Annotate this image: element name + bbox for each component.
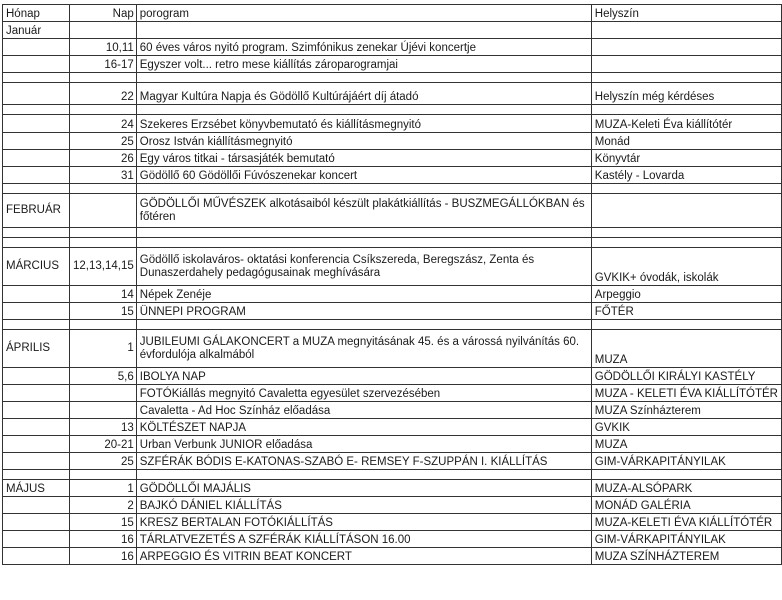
program-cell: ÜNNEPI PROGRAM <box>136 303 591 320</box>
day-cell: 26 <box>70 150 137 167</box>
program-cell: GÖDÖLLŐI MŰVÉSZEK alkotásaiból készült plakátkiállítás - BUSZMEGÁLLÓKBAN és főtéren <box>136 194 591 228</box>
place-cell: GIM-VÁRKAPITÁNYILAK <box>591 453 781 470</box>
place-cell <box>591 105 781 115</box>
table-row <box>3 286 782 303</box>
month-cell <box>3 286 70 303</box>
program-cell <box>136 22 591 39</box>
month-cell <box>3 497 70 514</box>
place-cell: GÖDÖLLŐI KIRÁLYI KASTÉLY <box>591 368 781 385</box>
header-day: Nap <box>70 5 137 22</box>
day-cell: 10,11 <box>70 39 137 56</box>
program-cell: Szekeres Erzsébet könyvbemutató és kiállításmegnyitó <box>136 115 591 133</box>
place-cell: MUZA-Keleti Éva kiállítótér <box>591 115 781 133</box>
day-cell: 2 <box>70 497 137 514</box>
program-cell: TÁRLATVEZETÉS A SZFÉRÁK KIÁLLÍTÁSON 16.00 <box>136 531 591 548</box>
day-cell: 22 <box>70 83 137 105</box>
place-cell: MUZA <box>591 330 781 368</box>
day-cell: 25 <box>70 133 137 150</box>
day-cell: 25 <box>70 453 137 470</box>
program-cell: JUBILEUMI GÁLAKONCERT a MUZA megnyitásának 45. és a várossá nyilvánítás 60. évfordulója alkalmából <box>136 330 591 368</box>
table-row <box>3 73 782 83</box>
day-cell <box>70 402 137 419</box>
program-cell <box>136 73 591 83</box>
program-cell: Orosz István kiállításmegnyitó <box>136 133 591 150</box>
header-program: porogram <box>136 5 591 22</box>
table-row <box>3 436 782 453</box>
day-cell: 16 <box>70 548 137 565</box>
day-cell <box>70 73 137 83</box>
month-cell <box>3 514 70 531</box>
place-cell: MONÁD GALÉRIA <box>591 497 781 514</box>
program-table <box>2 4 782 565</box>
place-cell: Arpeggio <box>591 286 781 303</box>
program-cell: Egy város titkai - társasjáték bemutató <box>136 150 591 167</box>
table-row <box>3 194 782 228</box>
month-cell <box>3 105 70 115</box>
day-cell: 24 <box>70 115 137 133</box>
program-cell: ARPEGGIO ÉS VITRIN BEAT KONCERT <box>136 548 591 565</box>
table-row <box>3 22 782 39</box>
header-month: Hónap <box>3 5 70 22</box>
program-cell: IBOLYA NAP <box>136 368 591 385</box>
program-cell: Népek Zenéje <box>136 286 591 303</box>
program-cell: KRESZ BERTALAN FOTÓKIÁLLÍTÁS <box>136 514 591 531</box>
month-cell <box>3 133 70 150</box>
table-row <box>3 167 782 184</box>
month-cell <box>3 56 70 73</box>
place-cell <box>591 320 781 330</box>
month-cell <box>3 385 70 402</box>
month-cell <box>3 320 70 330</box>
day-cell <box>70 184 137 194</box>
program-cell: GÖDÖLLŐI MAJÁLIS <box>136 480 591 497</box>
month-cell <box>3 436 70 453</box>
program-cell: Gödöllő 60 Gödöllői Fúvószenekar koncert <box>136 167 591 184</box>
place-cell <box>591 194 781 228</box>
month-cell <box>3 39 70 56</box>
program-cell <box>136 105 591 115</box>
day-cell <box>70 194 137 228</box>
place-cell <box>591 238 781 248</box>
month-cell <box>3 228 70 238</box>
program-cell: Gödöllő iskolaváros- oktatási konferencia Csíkszereda, Beregszász, Zenta és Dunaszerdahely pedagógusainak meghívására <box>136 248 591 286</box>
place-cell: Könyvtár <box>591 150 781 167</box>
day-cell <box>70 228 137 238</box>
place-cell: Helyszín még kérdéses <box>591 83 781 105</box>
table-row <box>3 548 782 565</box>
day-cell <box>70 320 137 330</box>
program-cell <box>136 470 591 480</box>
table-row <box>3 238 782 248</box>
day-cell: 20-21 <box>70 436 137 453</box>
day-cell: 1 <box>70 330 137 368</box>
month-cell <box>3 402 70 419</box>
month-cell: MÁRCIUS <box>3 248 70 286</box>
table-row <box>3 385 782 402</box>
header-place: Helyszín <box>591 5 781 22</box>
program-cell: Egyszer volt... retro mese kiállítás zároparogramjai <box>136 56 591 73</box>
table-row <box>3 402 782 419</box>
month-cell <box>3 368 70 385</box>
day-cell: 12,13,14,15 <box>70 248 137 286</box>
day-cell: 5,6 <box>70 368 137 385</box>
program-cell: KÖLTÉSZET NAPJA <box>136 419 591 436</box>
month-cell: FEBRUÁR <box>3 194 70 228</box>
program-cell <box>136 184 591 194</box>
month-cell <box>3 150 70 167</box>
month-cell: ÁPRILIS <box>3 330 70 368</box>
table-row <box>3 497 782 514</box>
month-cell <box>3 419 70 436</box>
table-row <box>3 56 782 73</box>
place-cell: Monád <box>591 133 781 150</box>
program-cell: Urban Verbunk JUNIOR előadása <box>136 436 591 453</box>
place-cell <box>591 39 781 56</box>
program-sheet <box>2 4 782 565</box>
place-cell: GIM-VÁRKAPITÁNYILAK <box>591 531 781 548</box>
place-cell <box>591 22 781 39</box>
table-row <box>3 470 782 480</box>
day-cell: 14 <box>70 286 137 303</box>
day-cell <box>70 238 137 248</box>
place-cell <box>591 56 781 73</box>
program-cell <box>136 228 591 238</box>
program-cell <box>136 320 591 330</box>
day-cell: 16-17 <box>70 56 137 73</box>
month-cell <box>3 238 70 248</box>
table-row <box>3 531 782 548</box>
month-cell <box>3 303 70 320</box>
month-cell: Január <box>3 22 70 39</box>
day-cell <box>70 470 137 480</box>
day-cell: 15 <box>70 303 137 320</box>
table-row <box>3 330 782 368</box>
table-row <box>3 184 782 194</box>
program-cell: 60 éves város nyitó program. Szimfónikus zenekar Újévi koncertje <box>136 39 591 56</box>
day-cell: 15 <box>70 514 137 531</box>
table-row <box>3 133 782 150</box>
place-cell: MUZA - KELETI ÉVA KIÁLLÍTÓTÉR <box>591 385 781 402</box>
table-body <box>3 22 782 565</box>
month-cell <box>3 184 70 194</box>
place-cell: GVKIK <box>591 419 781 436</box>
table-row <box>3 39 782 56</box>
table-row <box>3 514 782 531</box>
header-row <box>3 5 782 22</box>
place-cell: GVKIK+ óvodák, iskolák <box>591 248 781 286</box>
program-cell: Cavaletta - Ad Hoc Színház előadása <box>136 402 591 419</box>
month-cell <box>3 73 70 83</box>
table-row <box>3 453 782 470</box>
table-row <box>3 83 782 105</box>
table-row <box>3 480 782 497</box>
program-cell: FOTÓKiállás megnyitó Cavaletta egyesület szervezésében <box>136 385 591 402</box>
day-cell <box>70 385 137 402</box>
place-cell: MUZA <box>591 436 781 453</box>
day-cell <box>70 105 137 115</box>
table-row <box>3 248 782 286</box>
program-cell: BAJKÓ DÁNIEL KIÁLLÍTÁS <box>136 497 591 514</box>
table-row <box>3 419 782 436</box>
month-cell <box>3 470 70 480</box>
month-cell <box>3 83 70 105</box>
table-row <box>3 115 782 133</box>
table-row <box>3 368 782 385</box>
table-row <box>3 228 782 238</box>
program-cell: Magyar Kultúra Napja és Gödöllő Kultúrájáért díj átadó <box>136 83 591 105</box>
program-cell: SZFÉRÁK BÓDIS E-KATONAS-SZABÓ E- REMSEY F-SZUPPÁN I. KIÁLLÍTÁS <box>136 453 591 470</box>
month-cell <box>3 548 70 565</box>
place-cell: MUZA-ALSÓPARK <box>591 480 781 497</box>
place-cell: Kastély - Lovarda <box>591 167 781 184</box>
place-cell: MUZA-KELETI ÉVA KIÁLLÍTÓTÉR <box>591 514 781 531</box>
month-cell <box>3 167 70 184</box>
month-cell <box>3 453 70 470</box>
place-cell <box>591 73 781 83</box>
place-cell <box>591 470 781 480</box>
day-cell: 31 <box>70 167 137 184</box>
month-cell <box>3 115 70 133</box>
month-cell <box>3 531 70 548</box>
month-cell: MÁJUS <box>3 480 70 497</box>
place-cell: MUZA SZÍNHÁZTEREM <box>591 548 781 565</box>
table-row <box>3 303 782 320</box>
day-cell: 1 <box>70 480 137 497</box>
program-cell <box>136 238 591 248</box>
table-row <box>3 320 782 330</box>
table-row <box>3 105 782 115</box>
day-cell <box>70 22 137 39</box>
place-cell: MUZA Színházterem <box>591 402 781 419</box>
place-cell <box>591 184 781 194</box>
place-cell <box>591 228 781 238</box>
day-cell: 16 <box>70 531 137 548</box>
day-cell: 13 <box>70 419 137 436</box>
table-row <box>3 150 782 167</box>
place-cell: FŐTÉR <box>591 303 781 320</box>
